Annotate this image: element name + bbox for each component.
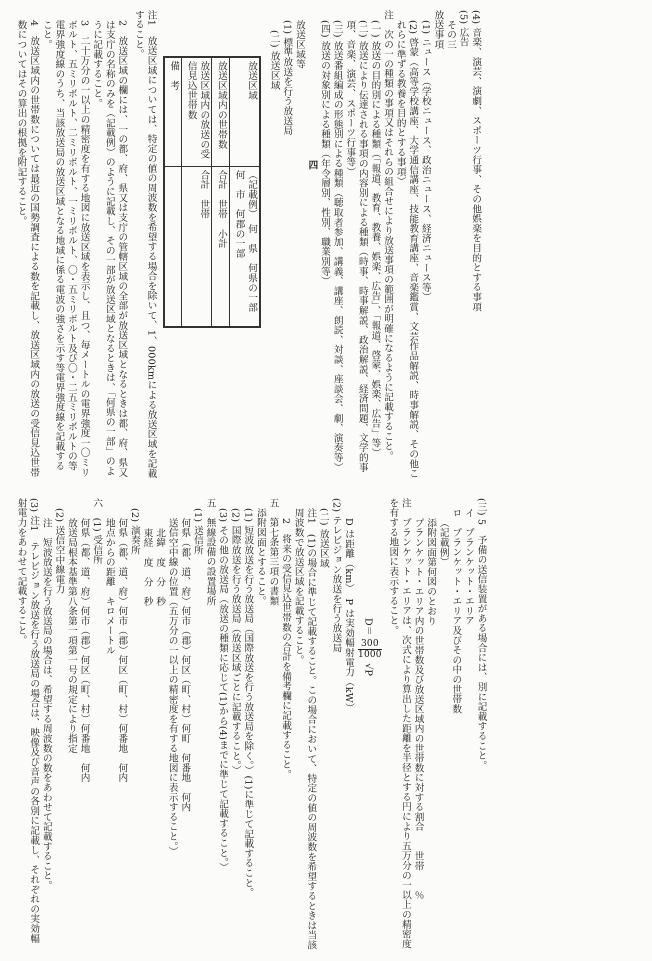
table-row — [164, 58, 182, 327]
formula-legend: D は距離（km） P は実効輻射電力（kW） — [343, 518, 355, 713]
text-column: (1) 送信所 — [191, 508, 203, 555]
text-column: (2) 送信空中線電力 — [53, 508, 65, 595]
text-column: 放送局根本基準第八条第一項第一号の規定により指定 — [65, 518, 77, 754]
text-column: 北緯 度 分 秒 — [154, 528, 166, 607]
formula-fraction — [358, 639, 382, 660]
subtotal-label: 小計 — [215, 228, 227, 249]
text-column: (2) テレビジョン放送を行う放送局 — [330, 498, 342, 653]
text-column: プランケット・エリア内の世帯数及び放送区域内の世帯数に対する割合 世帯 ％ — [412, 518, 424, 901]
text-column: 注 プランケット・エリアは、次式により算出した距離を半径とする円により五万分の一以上の精密度を有する地図に表示すること。 — [387, 498, 411, 949]
unit-label: 世帯 — [198, 198, 210, 219]
total-label: 合計 — [215, 169, 227, 190]
text-column: 注 短波放送を行う放送局の場合は、希望する周波数の数をあわせて記載すること。 — [40, 518, 52, 891]
table-header: 備 考 — [164, 58, 182, 167]
text-column: (2) 国際放送を行う放送局（放送区域ごとに記載すること。） — [229, 508, 241, 776]
section-heading: 四 — [306, 160, 318, 170]
table-row — [229, 58, 259, 327]
section-heading: 五 無線設備の設置場所 — [204, 498, 216, 606]
note: 4 放送区域内の世帯数については最近の国勢調査による数を記載し、放送区域内の放送の受信見込世帯数についてはその算出の根拠を附記すること。 — [15, 20, 40, 478]
table-grid — [164, 57, 261, 327]
distance-formula — [358, 498, 382, 676]
text-column: イ プランケット・エリア — [462, 508, 474, 626]
text-column: 東経 度 分 秒 — [141, 528, 153, 607]
text-column: 注 次の一の種類の事項又はそれらの組合せにより放送事項の範囲が明確になるように記載すること。 — [382, 10, 394, 461]
text-column: (二) 放送区域 — [317, 508, 329, 569]
text-column: ロ プランケット・エリア及びその中の世帯数 — [450, 508, 462, 714]
table-row — [182, 58, 212, 327]
upper-section — [14, 10, 638, 480]
text-column: 2 将来の受信見込世帯数の合計を備考欄に記載すること。 — [280, 518, 292, 780]
text-column: 何県（都、道、府）何市（郡）何区（町、村）何番地 何内 — [78, 518, 90, 783]
formula-denominator: 1000 — [358, 649, 382, 660]
table-header: 放送区域内の放送の受信見込世帯数 — [182, 58, 212, 167]
text-column: 何県（都、道、府）何市（郡）何区（町、村）何番地 何内 — [116, 518, 128, 783]
note: 2 放送区域の欄には、一の都、府、県又は支庁の管轄区域の全部が放送区域となるときは都、府、県又は支庁の名称のみを（記載例）のように記載し、その一部が放送区域となるときは、「何県の一部」のように記載すること。 — [91, 20, 128, 478]
text-column: (5) 広告 — [457, 10, 469, 48]
text-column: (一) 放送の目的別による種類（「報道、教育、教養、娯楽、広告」、「報道、啓蒙、娯楽、広告」等） — [369, 20, 381, 458]
text-column: 添附図面とすること。 — [254, 508, 266, 606]
text-column: 送信空中線の位置（五万分の一以上の精密度を有する地図に表示すること。） — [166, 518, 178, 857]
row-part: 何郡の一部 — [233, 208, 245, 258]
formula-root: √P — [362, 663, 374, 677]
text-column: 何県（都、道、府）何市（郡）何区（町、村）何町 何番地 何内 — [179, 518, 191, 812]
row-town: 何 市 — [233, 169, 245, 199]
formula-lhs: D＝ — [362, 618, 374, 636]
note: 3 二十万分の一以上の精密度を有する地図に放送区域を表示し、且つ、毎メートルの電界強度一〇ミリボルト、五ミリボルト、二ミリボルト、一ミリボルト、〇・五ミリボルト及び〇・二五ミリボルトの等電界強度線のうち、当該放送局の放送区域となる地域に係る電波の強さを示す等電界強度線を記載すること。 — [40, 20, 90, 478]
text-column: (4) 音楽、演芸、演劇、スポーツ行事、その他娯楽を目的とする事項 — [470, 10, 482, 312]
text-column: (2) 演奏所 — [128, 508, 140, 555]
text-column: (二) 放送により伝達される事項の内容別による種類（時事、時事解説、政治解説、経済問題、文学的事項、音楽、演芸、スポーツ行事等） — [344, 20, 368, 473]
table-header: 放送区域 — [229, 58, 259, 167]
table-row — [212, 58, 230, 327]
text-column: 地点からの距離 キロメートル — [103, 518, 115, 656]
total-label: 合計 — [198, 169, 210, 190]
upper-vertical-text — [14, 10, 481, 480]
table-header: 放送区域内の世帯数 — [212, 58, 230, 167]
lower-section — [14, 498, 638, 950]
text-column: (三) 放送番組編成の形態別による種類（聴取者参加、講義、講座、朗読、対談、座談会、劇、演奏等） — [331, 20, 343, 473]
formula-numerator: 300 — [358, 639, 382, 650]
broadcast-area-table — [163, 56, 262, 328]
unit-label: 世帯 — [215, 198, 227, 219]
row-pref: 何 県 — [246, 223, 258, 253]
row-city: 何県の一部 — [246, 262, 258, 312]
text-column: （記載例） — [437, 518, 449, 567]
text-column: (2) 啓蒙（高等学校講座、大学通信講座、技能教育講座、音楽鑑賞、文芸作品解説、時事解説、その他これらに準ずる教養を目的とする事項） — [394, 20, 419, 479]
lower-vertical-text — [14, 498, 487, 950]
text-column: (1) 標準放送を行う放送局 — [281, 20, 293, 136]
text-column: (3) その他の放送局（放送の種類に応じて(1)から(4)までに準じて記載すること。） — [217, 508, 229, 873]
table-cell — [182, 166, 212, 326]
text-column: 放送区域等 — [293, 20, 305, 69]
text-column: (四) 放送の対象別による種類（年令層別、性別、職業別等） — [319, 20, 331, 286]
note: 注1 放送区域については、特定の値の周波数を希望する場合を除いて、1、000kmによる放送区域を記載すること。 — [132, 10, 157, 479]
text-column: (三) 5 予備の送信装置がある場合には、別に記載すること。 — [475, 498, 487, 771]
table-cell — [164, 166, 182, 326]
table-cell — [212, 166, 230, 326]
text-column: (1) 短波放送を行う放送局（国際放送を行う放送局を除く。）(1)に準じて記載すること。 — [242, 508, 254, 898]
text-column: (二) 放送区域 — [268, 30, 280, 91]
text-column: 添附図面第何図のとおり — [425, 518, 437, 626]
text-column: (3) 注1 テレビジョン放送を行う放送局の場合は、映像及び音声の各別に記載し、それぞれの実効輻射電力をあわせて記載すること。 — [15, 498, 40, 944]
text-column: その三 — [445, 20, 456, 50]
example-label: （記載例） — [246, 169, 258, 214]
table-cell — [229, 166, 259, 326]
text-column: (1) ニュース（学校ニュース、政治ニュース、経済ニュース等） — [419, 20, 431, 303]
section-heading: 五 第七条第三項の書類 — [267, 498, 279, 606]
section-heading: 六 (1) 受信所 — [91, 498, 103, 565]
text-column: 注1 (1)の場合に準じて記載すること。この場合において、特定の値の周波数を希望するときは当該周波数で放送区域を記載すること。 — [292, 508, 317, 950]
text-column: 放送事項 — [432, 10, 444, 50]
